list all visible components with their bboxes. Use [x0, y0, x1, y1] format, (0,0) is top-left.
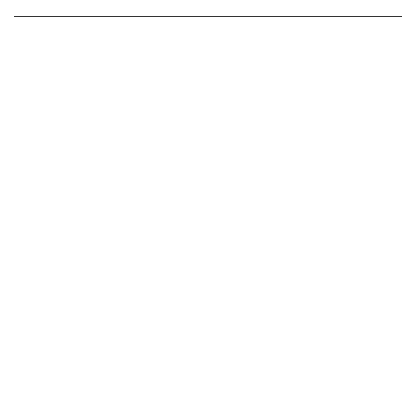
page-header [14, 2, 402, 14]
header-rule [14, 16, 402, 17]
